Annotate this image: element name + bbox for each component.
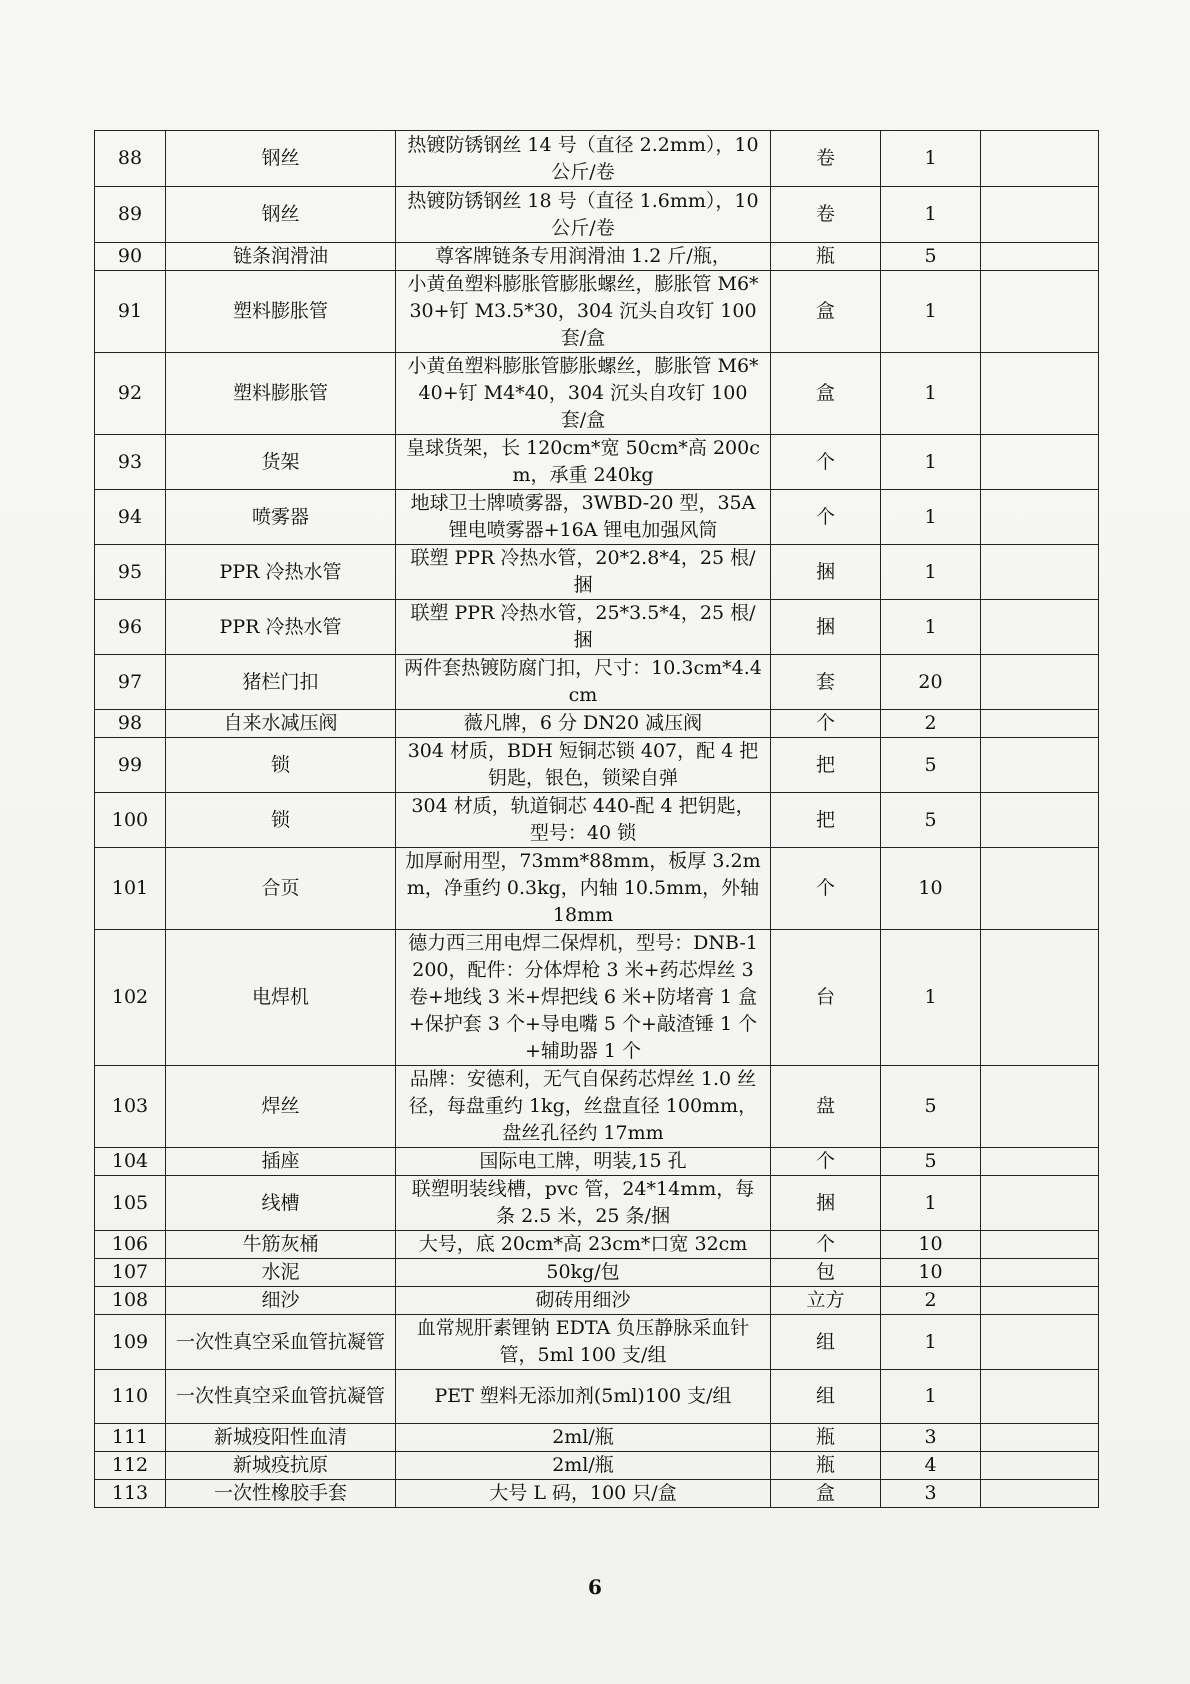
remark-cell bbox=[981, 545, 1099, 600]
remark-cell bbox=[981, 738, 1099, 793]
quantity-cell: 4 bbox=[881, 1452, 981, 1480]
unit-cell: 捆 bbox=[771, 1176, 881, 1231]
remark-cell bbox=[981, 271, 1099, 353]
table-row bbox=[95, 1370, 1099, 1424]
item-name-cell: 一次性真空采血管抗凝管 bbox=[166, 1370, 396, 1424]
item-spec-cell: PET 塑料无添加剂(5ml)100 支/组 bbox=[396, 1370, 771, 1424]
item-name-cell: 喷雾器 bbox=[166, 490, 396, 545]
remark-cell bbox=[981, 1315, 1099, 1370]
remark-cell bbox=[981, 1176, 1099, 1231]
table-row bbox=[95, 1315, 1099, 1370]
remark-cell bbox=[981, 848, 1099, 930]
row-number-cell: 99 bbox=[95, 738, 166, 793]
table-row bbox=[95, 1066, 1099, 1148]
item-name-cell: 钢丝 bbox=[166, 131, 396, 187]
table-row bbox=[95, 1452, 1099, 1480]
row-number-cell: 92 bbox=[95, 353, 166, 435]
remark-cell bbox=[981, 187, 1099, 243]
quantity-cell: 1 bbox=[881, 1176, 981, 1231]
remark-cell bbox=[981, 655, 1099, 710]
remark-cell bbox=[981, 930, 1099, 1066]
remark-cell bbox=[981, 1259, 1099, 1287]
remark-cell bbox=[981, 353, 1099, 435]
item-spec-cell: 大号，底 20cm*高 23cm*口宽 32cm bbox=[396, 1231, 771, 1259]
quantity-cell: 3 bbox=[881, 1424, 981, 1452]
quantity-cell: 3 bbox=[881, 1480, 981, 1508]
unit-cell: 卷 bbox=[771, 131, 881, 187]
row-number-cell: 91 bbox=[95, 271, 166, 353]
item-name-cell: 塑料膨胀管 bbox=[166, 271, 396, 353]
table-row bbox=[95, 1259, 1099, 1287]
row-number-cell: 109 bbox=[95, 1315, 166, 1370]
unit-cell: 瓶 bbox=[771, 1452, 881, 1480]
quantity-cell: 1 bbox=[881, 131, 981, 187]
item-spec-cell: 皇球货架，长 120cm*宽 50cm*高 200cm，承重 240kg bbox=[396, 435, 771, 490]
unit-cell: 盒 bbox=[771, 271, 881, 353]
remark-cell bbox=[981, 1424, 1099, 1452]
item-name-cell: 锁 bbox=[166, 793, 396, 848]
item-name-cell: 链条润滑油 bbox=[166, 243, 396, 271]
table-row bbox=[95, 600, 1099, 655]
remark-cell bbox=[981, 1231, 1099, 1259]
unit-cell: 个 bbox=[771, 1148, 881, 1176]
row-number-cell: 108 bbox=[95, 1287, 166, 1315]
table-row bbox=[95, 793, 1099, 848]
table-row bbox=[95, 545, 1099, 600]
unit-cell: 卷 bbox=[771, 187, 881, 243]
table-row bbox=[95, 271, 1099, 353]
item-spec-cell: 德力西三用电焊二保焊机，型号：DNB-1200，配件：分体焊枪 3 米+药芯焊丝 3 卷+地线 3 米+焊把线 6 米+防堵膏 1 盒+保护套 3 个+导电嘴 5 个+敲渣锤 1 个+辅助器 1 个 bbox=[396, 930, 771, 1066]
row-number-cell: 104 bbox=[95, 1148, 166, 1176]
row-number-cell: 107 bbox=[95, 1259, 166, 1287]
page-number: 6 bbox=[588, 1575, 602, 1599]
remark-cell bbox=[981, 1287, 1099, 1315]
unit-cell: 个 bbox=[771, 710, 881, 738]
remark-cell bbox=[981, 1148, 1099, 1176]
row-number-cell: 97 bbox=[95, 655, 166, 710]
table-row bbox=[95, 848, 1099, 930]
unit-cell: 把 bbox=[771, 793, 881, 848]
item-name-cell: PPR 冷热水管 bbox=[166, 545, 396, 600]
unit-cell: 个 bbox=[771, 848, 881, 930]
row-number-cell: 90 bbox=[95, 243, 166, 271]
item-name-cell: 塑料膨胀管 bbox=[166, 353, 396, 435]
quantity-cell: 20 bbox=[881, 655, 981, 710]
item-name-cell: 电焊机 bbox=[166, 930, 396, 1066]
table-row bbox=[95, 490, 1099, 545]
table-row bbox=[95, 738, 1099, 793]
row-number-cell: 88 bbox=[95, 131, 166, 187]
item-name-cell: 新城疫抗原 bbox=[166, 1452, 396, 1480]
item-name-cell: 线槽 bbox=[166, 1176, 396, 1231]
quantity-cell: 1 bbox=[881, 435, 981, 490]
item-spec-cell: 尊客牌链条专用润滑油 1.2 斤/瓶， bbox=[396, 243, 771, 271]
quantity-cell: 1 bbox=[881, 490, 981, 545]
unit-cell: 捆 bbox=[771, 545, 881, 600]
item-name-cell: 合页 bbox=[166, 848, 396, 930]
unit-cell: 台 bbox=[771, 930, 881, 1066]
unit-cell: 瓶 bbox=[771, 243, 881, 271]
item-name-cell: 插座 bbox=[166, 1148, 396, 1176]
remark-cell bbox=[981, 131, 1099, 187]
item-name-cell: 焊丝 bbox=[166, 1066, 396, 1148]
quantity-cell: 1 bbox=[881, 930, 981, 1066]
item-spec-cell: 联塑 PPR 冷热水管，20*2.8*4，25 根/捆 bbox=[396, 545, 771, 600]
item-spec-cell: 2ml/瓶 bbox=[396, 1452, 771, 1480]
item-spec-cell: 50kg/包 bbox=[396, 1259, 771, 1287]
unit-cell: 组 bbox=[771, 1315, 881, 1370]
unit-cell: 个 bbox=[771, 1231, 881, 1259]
item-spec-cell: 热镀防锈钢丝 18 号（直径 1.6mm），10 公斤/卷 bbox=[396, 187, 771, 243]
unit-cell: 立方 bbox=[771, 1287, 881, 1315]
quantity-cell: 5 bbox=[881, 738, 981, 793]
item-spec-cell: 2ml/瓶 bbox=[396, 1424, 771, 1452]
item-name-cell: 新城疫阳性血清 bbox=[166, 1424, 396, 1452]
item-name-cell: 一次性真空采血管抗凝管 bbox=[166, 1315, 396, 1370]
remark-cell bbox=[981, 710, 1099, 738]
remark-cell bbox=[981, 435, 1099, 490]
item-spec-cell: 国际电工牌，明装,15 孔 bbox=[396, 1148, 771, 1176]
item-name-cell: 猪栏门扣 bbox=[166, 655, 396, 710]
row-number-cell: 96 bbox=[95, 600, 166, 655]
table-row bbox=[95, 1176, 1099, 1231]
quantity-cell: 1 bbox=[881, 545, 981, 600]
item-spec-cell: 小黄鱼塑料膨胀管膨胀螺丝，膨胀管 M6*30+钉 M3.5*30，304 沉头自攻钉 100 套/盒 bbox=[396, 271, 771, 353]
row-number-cell: 101 bbox=[95, 848, 166, 930]
item-name-cell: PPR 冷热水管 bbox=[166, 600, 396, 655]
unit-cell: 捆 bbox=[771, 600, 881, 655]
unit-cell: 个 bbox=[771, 435, 881, 490]
table-row bbox=[95, 1231, 1099, 1259]
remark-cell bbox=[981, 490, 1099, 545]
item-spec-cell: 品牌：安德利，无气自保药芯焊丝 1.0 丝径，每盘重约 1kg，丝盘直径 100mm，盘丝孔径约 17mm bbox=[396, 1066, 771, 1148]
row-number-cell: 93 bbox=[95, 435, 166, 490]
item-name-cell: 水泥 bbox=[166, 1259, 396, 1287]
row-number-cell: 94 bbox=[95, 490, 166, 545]
item-spec-cell: 304 材质，轨道铜芯 440-配 4 把钥匙，型号：40 锁 bbox=[396, 793, 771, 848]
quantity-cell: 10 bbox=[881, 1231, 981, 1259]
item-spec-cell: 联塑明装线槽，pvc 管，24*14mm，每条 2.5 米，25 条/捆 bbox=[396, 1176, 771, 1231]
quantity-cell: 5 bbox=[881, 243, 981, 271]
item-spec-cell: 地球卫士牌喷雾器，3WBD-20 型，35A 锂电喷雾器+16A 锂电加强风筒 bbox=[396, 490, 771, 545]
row-number-cell: 100 bbox=[95, 793, 166, 848]
item-name-cell: 钢丝 bbox=[166, 187, 396, 243]
unit-cell: 盒 bbox=[771, 1480, 881, 1508]
row-number-cell: 103 bbox=[95, 1066, 166, 1148]
row-number-cell: 98 bbox=[95, 710, 166, 738]
item-name-cell: 细沙 bbox=[166, 1287, 396, 1315]
remark-cell bbox=[981, 1066, 1099, 1148]
quantity-cell: 5 bbox=[881, 1066, 981, 1148]
row-number-cell: 110 bbox=[95, 1370, 166, 1424]
table-row bbox=[95, 435, 1099, 490]
table-row bbox=[95, 1424, 1099, 1452]
quantity-cell: 1 bbox=[881, 1315, 981, 1370]
quantity-cell: 1 bbox=[881, 600, 981, 655]
remark-cell bbox=[981, 243, 1099, 271]
item-spec-cell: 小黄鱼塑料膨胀管膨胀螺丝，膨胀管 M6*40+钉 M4*40，304 沉头自攻钉 100 套/盒 bbox=[396, 353, 771, 435]
quantity-cell: 1 bbox=[881, 1370, 981, 1424]
item-name-cell: 一次性橡胶手套 bbox=[166, 1480, 396, 1508]
table-row bbox=[95, 243, 1099, 271]
unit-cell: 套 bbox=[771, 655, 881, 710]
quantity-cell: 2 bbox=[881, 1287, 981, 1315]
table-row bbox=[95, 710, 1099, 738]
quantity-cell: 10 bbox=[881, 1259, 981, 1287]
item-spec-cell: 加厚耐用型，73mm*88mm，板厚 3.2mm，净重约 0.3kg，内轴 10.5mm，外轴 18mm bbox=[396, 848, 771, 930]
quantity-cell: 5 bbox=[881, 1148, 981, 1176]
item-name-cell: 自来水减压阀 bbox=[166, 710, 396, 738]
item-name-cell: 货架 bbox=[166, 435, 396, 490]
table-row bbox=[95, 131, 1099, 187]
unit-cell: 盘 bbox=[771, 1066, 881, 1148]
table-row bbox=[95, 655, 1099, 710]
row-number-cell: 113 bbox=[95, 1480, 166, 1508]
quantity-cell: 5 bbox=[881, 793, 981, 848]
table-row bbox=[95, 1287, 1099, 1315]
table-row bbox=[95, 353, 1099, 435]
remark-cell bbox=[981, 1480, 1099, 1508]
item-spec-cell: 薇凡牌，6 分 DN20 减压阀 bbox=[396, 710, 771, 738]
remark-cell bbox=[981, 1452, 1099, 1480]
row-number-cell: 112 bbox=[95, 1452, 166, 1480]
items-table-body bbox=[95, 131, 1099, 1508]
item-spec-cell: 304 材质，BDH 短铜芯锁 407，配 4 把钥匙，银色，锁梁自弹 bbox=[396, 738, 771, 793]
item-name-cell: 牛筋灰桶 bbox=[166, 1231, 396, 1259]
quantity-cell: 10 bbox=[881, 848, 981, 930]
remark-cell bbox=[981, 600, 1099, 655]
item-spec-cell: 血常规肝素锂钠 EDTA 负压静脉采血针管，5ml 100 支/组 bbox=[396, 1315, 771, 1370]
remark-cell bbox=[981, 793, 1099, 848]
unit-cell: 把 bbox=[771, 738, 881, 793]
unit-cell: 包 bbox=[771, 1259, 881, 1287]
item-spec-cell: 联塑 PPR 冷热水管，25*3.5*4，25 根/捆 bbox=[396, 600, 771, 655]
unit-cell: 瓶 bbox=[771, 1424, 881, 1452]
unit-cell: 组 bbox=[771, 1370, 881, 1424]
quantity-cell: 1 bbox=[881, 187, 981, 243]
table-row bbox=[95, 1480, 1099, 1508]
unit-cell: 盒 bbox=[771, 353, 881, 435]
row-number-cell: 111 bbox=[95, 1424, 166, 1452]
remark-cell bbox=[981, 1370, 1099, 1424]
quantity-cell: 2 bbox=[881, 710, 981, 738]
table-row bbox=[95, 1148, 1099, 1176]
row-number-cell: 89 bbox=[95, 187, 166, 243]
row-number-cell: 105 bbox=[95, 1176, 166, 1231]
table-row bbox=[95, 930, 1099, 1066]
quantity-cell: 1 bbox=[881, 271, 981, 353]
row-number-cell: 95 bbox=[95, 545, 166, 600]
row-number-cell: 102 bbox=[95, 930, 166, 1066]
item-spec-cell: 砌砖用细沙 bbox=[396, 1287, 771, 1315]
row-number-cell: 106 bbox=[95, 1231, 166, 1259]
item-name-cell: 锁 bbox=[166, 738, 396, 793]
quantity-cell: 1 bbox=[881, 353, 981, 435]
item-spec-cell: 大号 L 码，100 只/盒 bbox=[396, 1480, 771, 1508]
item-spec-cell: 热镀防锈钢丝 14 号（直径 2.2mm），10 公斤/卷 bbox=[396, 131, 771, 187]
unit-cell: 个 bbox=[771, 490, 881, 545]
item-spec-cell: 两件套热镀防腐门扣，尺寸：10.3cm*4.4cm bbox=[396, 655, 771, 710]
items-table bbox=[94, 130, 1099, 1508]
table-row bbox=[95, 187, 1099, 243]
